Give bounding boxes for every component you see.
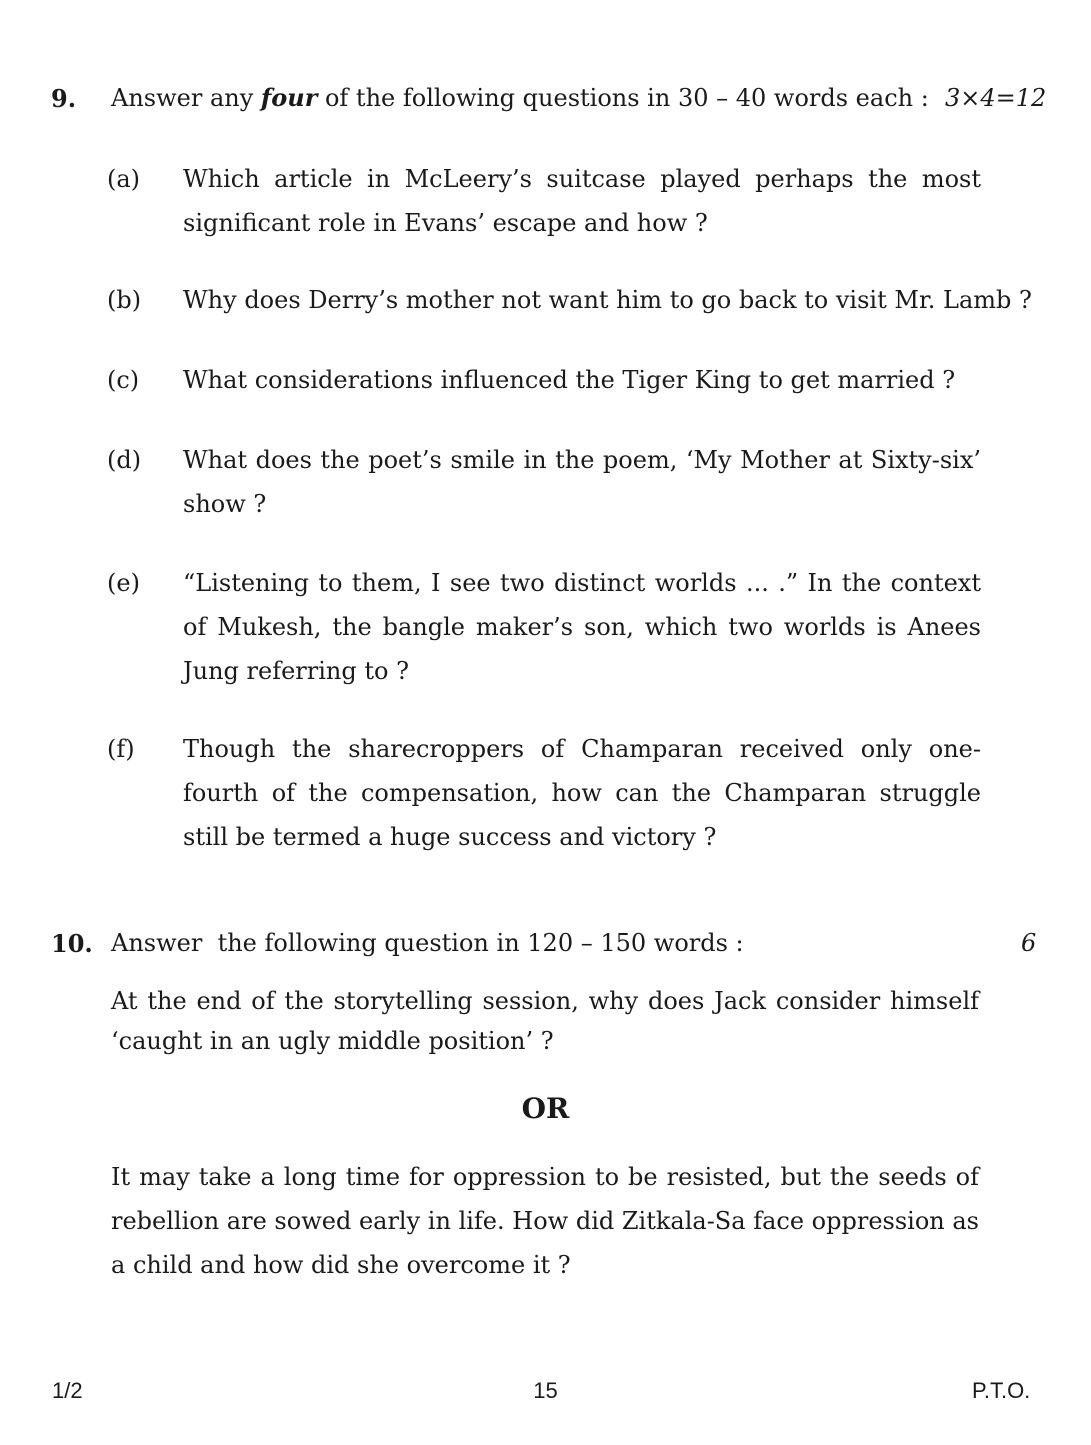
item-label: (e)	[107, 569, 140, 597]
question-9-number: 9.	[51, 84, 77, 113]
item-text: What considerations influenced the Tiger King to get married ?	[183, 366, 956, 394]
item-label: (f)	[107, 735, 135, 763]
question-9-instruction-end: of the following questions in 30 – 40 words each :	[317, 84, 929, 112]
footer-pto: P.T.O.	[972, 1378, 1031, 1403]
item-text: Though the sharecroppers of Champaran received only one-fourth of the compensation, how can the Champaran struggle still be termed a huge success and victory ?	[183, 735, 981, 851]
question-9-item-d	[107, 438, 982, 528]
question-9-item-e	[107, 561, 982, 695]
item-text: Why does Derry’s mother not want him to go back to visit Mr. Lamb ?	[183, 286, 1032, 314]
question-9-item-f	[107, 727, 982, 861]
item-text: “Listening to them, I see two distinct worlds ... .” In the context of Mukesh, the bangle maker’s son, which two worlds is Anees Jung referring to ?	[183, 569, 981, 685]
footer-page-number: 15	[533, 1378, 558, 1403]
item-label: (b)	[107, 286, 142, 314]
question-10-option-1: At the end of the storytelling session, why does Jack consider himself ‘caught in an ugly middle position’ ?	[111, 987, 979, 1055]
question-10-option-2: It may take a long time for oppression to be resisted, but the seeds of rebellion are sowed early in life. How did Zitkala-Sa face oppression as a child and how did she overcome it ?	[111, 1163, 979, 1279]
item-label: (d)	[107, 446, 142, 474]
question-9-instruction	[111, 82, 929, 114]
item-label: (c)	[107, 366, 140, 394]
question-9-item-c	[107, 358, 982, 402]
footer-code: 1/2	[52, 1378, 83, 1403]
question-9-item-a	[107, 157, 982, 247]
question-9-item-b	[107, 278, 1032, 322]
question-9-instruction-emphasis: four	[260, 83, 318, 112]
item-label: (a)	[107, 165, 141, 193]
or-separator: OR	[521, 1092, 570, 1125]
question-9-instruction-start: Answer any	[111, 84, 261, 112]
question-10-instruction: Answer the following question in 120 – 150 words :	[111, 929, 744, 957]
item-text: Which article in McLeery’s suitcase played perhaps the most significant role in Evans’ escape and how ?	[183, 165, 981, 237]
question-10-number: 10.	[51, 929, 93, 958]
question-9-marks: 3×4=12	[945, 84, 1047, 112]
item-text: What does the poet’s smile in the poem, ‘My Mother at Sixty-six’ show ?	[183, 446, 981, 518]
question-10-marks: 6	[1021, 929, 1037, 957]
